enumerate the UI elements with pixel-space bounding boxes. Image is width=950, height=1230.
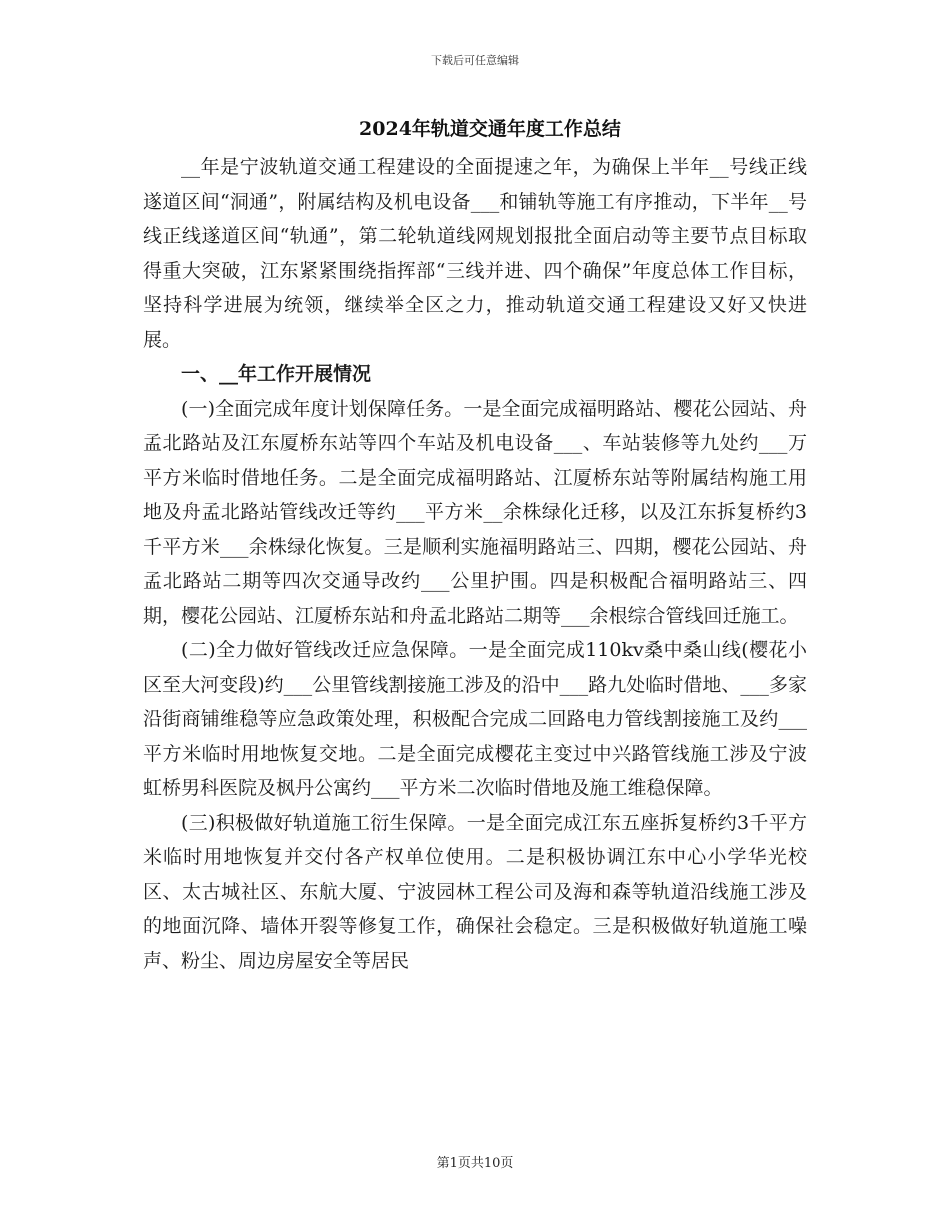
intro-paragraph: __年是宁波轨道交通工程建设的全面提速之年，为确保上半年__号线正线遂道区间“洞通”，附属结构及机电设备___和铺轨等施工有序推动，下半年__号线正线遂道区间“轨通”，第二轮轨道线网规划报批全面启动等主要节点目标取得重大突破，江东紧紧围绕指挥部“三线并进、四个确保”年度总体工作目标，坚持科学进展为统领，继续举全区之力，推动轨道交通工程建设又好又快进展。 <box>143 156 807 351</box>
section-paragraph-3: (三)积极做好轨道施工衍生保障。一是全面完成江东五座拆复桥约3千平方米临时用地恢复并交付各产权单位使用。二是积极协调江东中心小学华光校区、太古城社区、东航大厦、宁波园林工程公司及海和森等轨道沿线施工涉及的地面沉降、墙体开裂等修复工作，确保社会稳定。三是积极做好轨道施工噪声、粉尘、周边房屋安全等居民 <box>143 811 807 972</box>
page-number: 第1页共10页 <box>436 1156 514 1171</box>
document-title: 2024年轨道交通年度工作总结 <box>359 118 621 140</box>
header-note: 下载后可任意编辑 <box>431 54 519 67</box>
section-paragraph-2: (二)全力做好管线改迁应急保障。一是全面完成110kv桑中桑山线(樱花小区至大河变段)约___公里管线割接施工涉及的沿中___路九处临时借地、___多家沿街商铺维稳等应急政策处理，积极配合完成二回路电力管线割接施工及约___平方米临时用地恢复交地。二是全面完成樱花主变过中兴路管线施工涉及宁波虹桥男科医院及枫丹公寓约___平方米二次临时借地及施工维稳保障。 <box>143 639 807 799</box>
section-paragraph-1: (一)全面完成年度计划保障任务。一是全面完成福明路站、樱花公园站、舟孟北路站及江东厦桥东站等四个车站及机电设备___、车站装修等九处约___万平方米临时借地任务。二是全面完成福明路站、江厦桥东站等附属结构施工用地及舟孟北路站管线改迁等约___平方米__余株绿化迁移，以及江东拆复桥约3千平方米___余株绿化恢复。三是顺利实施福明路站三、四期，樱花公园站、舟孟北路站二期等四次交通导改约___公里护围。四是积极配合福明路站三、四期，樱花公园站、江厦桥东站和舟孟北路站二期等___余根综合管线回迁施工。 <box>143 397 807 627</box>
document-body <box>143 150 807 978</box>
section-heading: 一、__年工作开展情况 <box>181 363 372 385</box>
